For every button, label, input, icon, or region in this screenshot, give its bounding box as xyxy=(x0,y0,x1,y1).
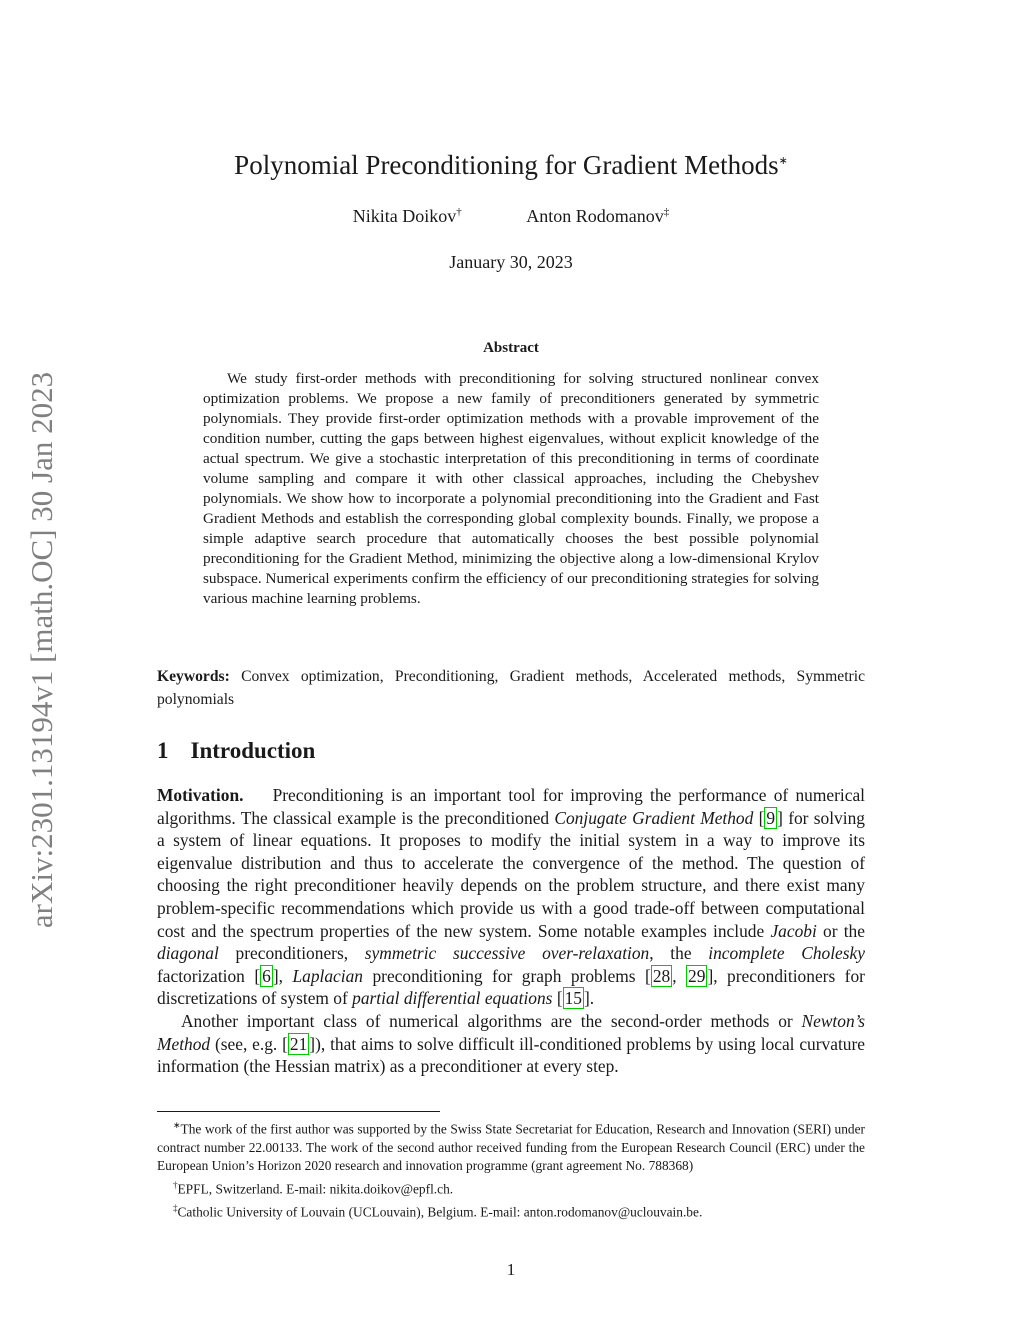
citation-link[interactable] xyxy=(651,965,672,987)
author-name: Anton Rodomanov xyxy=(526,206,664,226)
section-heading xyxy=(157,738,315,764)
emphasis: Jacobi xyxy=(770,920,817,941)
publication-date: January 30, 2023 xyxy=(449,252,573,272)
citation-number: 21 xyxy=(289,1033,308,1054)
author xyxy=(526,206,669,227)
page-number: 1 xyxy=(506,1260,516,1279)
emphasis: symmetric successive over-relaxation xyxy=(364,943,650,964)
title-footnote-mark[interactable]: ∗ xyxy=(778,155,788,167)
emphasis: diagonal xyxy=(157,943,219,964)
title-text: Polynomial Preconditioning for Gradient Methods xyxy=(234,150,779,180)
emphasis: incomplete Cholesky xyxy=(708,943,865,964)
citation-link[interactable] xyxy=(260,965,273,987)
author xyxy=(353,206,462,227)
text-run: , the xyxy=(649,943,692,964)
citation-link[interactable] xyxy=(764,807,777,829)
text-run: preconditioning for graph problems xyxy=(372,965,636,986)
footnote-text: EPFL, Switzerland. E-mail: nikita.doikov@epfl.ch. xyxy=(177,1181,454,1197)
text-run: (see, e.g. xyxy=(214,1033,278,1054)
emphasis: partial differential equations xyxy=(352,988,553,1009)
citation-number: 28 xyxy=(652,965,671,986)
text-run: . xyxy=(589,988,595,1009)
footnote-mark: ∗ xyxy=(173,1120,181,1130)
paper-title xyxy=(157,150,865,181)
citation-number: 6 xyxy=(262,965,271,986)
author-list xyxy=(157,206,865,227)
text-run: , preconditioners for discretizations of system of xyxy=(157,965,865,1009)
section-title: Introduction xyxy=(190,738,316,763)
text-run: or the xyxy=(823,920,865,941)
abstract-text: We study first-order methods with preconditioning for solving structured nonlinear convex optimization problems. We propose a new family of preconditioners generated by symmetric polynomials. They provide first-order optimization methods with a provable improvement of the condition number, cutting the gaps between highest eigenvalues, without explicit knowledge of the actual spectrum. We give a stochastic interpretation of this preconditioning in terms of coordinate volume sampling and compare it with other classical approaches, including the Chebyshev polynomials. We show how to incorporate a polynomial preconditioning into the Gradient and Fast Gradient Methods and establish the corresponding global complexity bounds. Finally, we propose a simple adaptive search procedure that automatically chooses the best possible polynomial preconditioning for the Gradient Method, minimizing the objective along a low-dimensional Krylov subspace. Numerical experiments confirm the efficiency of our preconditioning strategies for solving various machine learning problems. xyxy=(203,370,819,607)
text-run: Another important class of numerical algorithms are the second-order methods or xyxy=(181,1010,793,1031)
text-run: ), that aims to solve difficult ill-conditioned problems by using local curvature information (the Hessian matrix) as a preconditioner at every step. xyxy=(157,1033,865,1077)
keywords xyxy=(157,665,865,711)
footnote-mark: ‡ xyxy=(173,1202,178,1213)
section-number: 1 xyxy=(157,738,169,763)
footnote-rule xyxy=(157,1111,440,1112)
emphasis: Newton’s Method xyxy=(157,1010,865,1054)
citation-link[interactable] xyxy=(686,965,707,987)
footnote-text: Catholic University of Louvain (UCLouvain), Belgium. E-mail: anton.rodomanov@uclouvain.be. xyxy=(177,1204,703,1220)
citation-link[interactable] xyxy=(288,1033,309,1055)
body-text xyxy=(157,784,865,1078)
keywords-text: Convex optimization, Preconditioning, Gradient methods, Accelerated methods, Symmetric polynomials xyxy=(157,668,865,708)
author-footnote-mark[interactable]: ‡ xyxy=(663,206,670,218)
author-footnote-mark[interactable]: † xyxy=(456,206,462,218)
text-run: preconditioners, xyxy=(235,943,349,964)
abstract-heading: Abstract xyxy=(483,340,539,356)
text-run: Preconditioning is an important tool for improving the performance of numerical algorithms. The classical example is the preconditioned xyxy=(157,785,865,828)
footnote xyxy=(157,1116,865,1176)
footnotes xyxy=(157,1116,865,1222)
citation-number: 9 xyxy=(766,807,776,828)
text-run: factorization xyxy=(157,965,245,986)
paragraph-lead: Motivation. xyxy=(157,785,244,805)
emphasis: Conjugate Gradient Method xyxy=(554,807,754,828)
text-run: , xyxy=(278,965,283,986)
author-name: Nikita Doikov xyxy=(352,206,457,226)
arxiv-stamp: arXiv:2301.13194v1 [math.OC] 30 Jan 2023 xyxy=(24,371,59,929)
emphasis: Laplacian xyxy=(292,965,363,986)
citation-link[interactable] xyxy=(563,987,584,1009)
footnote-mark: † xyxy=(173,1179,178,1190)
paragraph: Motivation. Preconditioning is an important tool for improving the performance of numerical algorithms. The classical example is the preconditioned Conjugate Gradient Method [ 9 ] for solving a system of linear equations. It proposes to modify the initial system in a way to improve its eigenvalue distribution and thus to accelerate the convergence of the method. The question of choosing the right preconditioner heavily depends on the problem structure, and there exist many problem-specific recommendations which provide us with a good trade-off between computational cost and the spectrum properties of the new system. Some notable examples include Jacobi or the diagonal preconditioners, symmetric successive over-relaxation, the incomplete Cholesky factorization [ 6 ], Laplacian preconditioning for graph problems [ 28 , 29 ], preconditioners for discretizations of system of partial differential equations [ 15 ]. xyxy=(157,785,865,1009)
paragraph: Another important class of numerical algorithms are the second-order methods or Newton’s Method (see, e.g. [ 21 ]), that aims to solve difficult ill-conditioned problems by using local curvature information (the Hessian matrix) as a preconditioner at every step. xyxy=(157,1010,865,1077)
citation-number: 15 xyxy=(564,988,582,1009)
citation-number: 29 xyxy=(688,965,706,986)
text-run: for solving a system of linear equations. It proposes to modify the initial system in a way to improve its eigenvalue distribution and thus to accelerate the convergence of the method. The question of choosing the right preconditioner heavily depends on the problem structure, and there exist many problem-specific recommendations which provide us with a good trade-off between computational cost and the spectrum properties of the new system. Some notable examples include xyxy=(157,807,865,941)
footnote xyxy=(157,1176,865,1199)
footnote xyxy=(157,1199,865,1222)
keywords-label: Keywords: xyxy=(157,668,230,685)
footnote-text: The work of the first author was supported by the Swiss State Secretariat for Education, Research and Innovation (SERI) under contract number 22.00133. The work of the second author received funding from the European Research Council (ERC) under the European Union’s Horizon 2020 research and innovation programme (grant agreement No. 788368) xyxy=(157,1121,865,1174)
